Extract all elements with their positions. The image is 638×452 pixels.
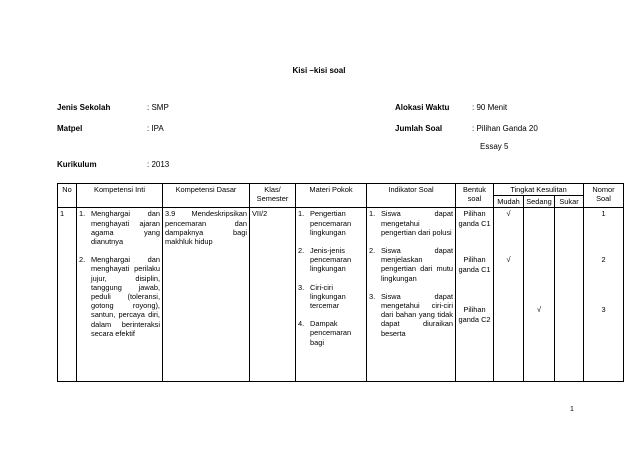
header-nomor-soal: Nomor Soal (584, 184, 624, 208)
bentuk-soal-1: Pilihan ganda C1 (458, 209, 491, 228)
header-indikator-soal: Indikator Soal (367, 184, 456, 208)
alokasi-waktu-label: Alokasi Waktu (395, 103, 450, 112)
cell-mudah (494, 208, 524, 382)
alokasi-waktu-value: : 90 Menit (472, 103, 508, 112)
nomor-soal-2: 2 (601, 255, 606, 265)
header-mudah: Mudah (494, 196, 524, 208)
table-row (58, 208, 624, 382)
bentuk-soal-2: Pilihan ganda C1 (458, 255, 491, 274)
cell-kompetensi-inti (77, 208, 163, 382)
list-item: 3. Ciri-ciri lingkungan tercemar (298, 282, 346, 311)
jumlah-soal-essay: Essay 5 (480, 142, 509, 151)
header-bentuk-soal: Bentuk soal (456, 184, 494, 208)
matpel-label: Matpel (57, 124, 83, 133)
cell-bentuk-soal (456, 208, 494, 382)
header-materi-pokok: Materi Pokok (296, 184, 367, 208)
jumlah-soal-label: Jumlah Soal (395, 124, 443, 133)
list-item: 2. Menghargai dan menghayati perilaku jujur, disiplin, tanggung jawab, peduli (toleransi, gotong royong), santun, percaya diri, dalam berinteraksi secara efektif (79, 255, 160, 338)
page-title: Kisi –kisi soal (292, 66, 346, 75)
nomor-soal-1: 1 (601, 209, 606, 219)
list-item: 4. Dampak pencemaran bagi (298, 319, 352, 347)
nomor-soal-3: 3 (601, 305, 606, 315)
header-sedang: Sedang (524, 196, 555, 208)
cell-kompetensi-dasar: 3.9 Mendeskripsikan pencemaran dan dampaknya bagi makhluk hidup (163, 208, 250, 382)
check-mark-icon: √ (506, 255, 511, 265)
header-no: No (58, 184, 77, 208)
page-number: 1 (570, 406, 574, 413)
cell-nomor-soal (584, 208, 624, 382)
cell-materi-pokok (296, 208, 367, 382)
check-mark-icon: √ (506, 209, 511, 219)
kurikulum-label: Kurikulum (57, 160, 97, 169)
jenis-sekolah-value: : SMP (147, 103, 169, 112)
jenis-sekolah-label: Jenis Sekolah (57, 103, 111, 112)
header-kompetensi-dasar: Kompetensi Dasar (163, 184, 250, 208)
header-klas-semester: Klas/ Semester (250, 184, 296, 208)
list-item: 2. Siswa dapat menjelaskan pengertian dari mutu lingkungan (369, 246, 453, 283)
matpel-value: : IPA (147, 124, 164, 133)
list-item: 3. Siswa dapat mengetahui ciri-ciri dari bahan yang tidak dapat diuraikan beserta (369, 291, 453, 338)
kurikulum-value: : 2013 (147, 160, 170, 169)
cell-no: 1 (58, 208, 77, 382)
header-tingkat-kesulitan: Tingkat Kesulitan (494, 184, 584, 196)
jumlah-soal-value: : Pilihan Ganda 20 (472, 124, 538, 133)
header-sukar: Sukar (555, 196, 584, 208)
table-header-row (58, 184, 624, 196)
kisi-table (57, 183, 624, 382)
list-item: 1. Pengertian pencemaran lingkungan (298, 209, 352, 237)
cell-sukar (555, 208, 584, 382)
list-item: 1. Menghargai dan menghayati ajaran agama yang dianutnya (79, 209, 160, 247)
cell-sedang (524, 208, 555, 382)
cell-klas-semester: VII/2 (250, 208, 296, 382)
cell-indikator-soal (367, 208, 456, 382)
check-mark-icon: √ (536, 305, 542, 315)
bentuk-soal-3: Pilihan ganda C2 (458, 305, 491, 324)
list-item: 1. Siswa dapat mengetahui pengertian dari polusi (369, 209, 453, 237)
header-kompetensi-inti: Kompetensi Inti (77, 184, 163, 208)
list-item: 2. Jenis-jenis pencemaran lingkungan (298, 246, 352, 274)
